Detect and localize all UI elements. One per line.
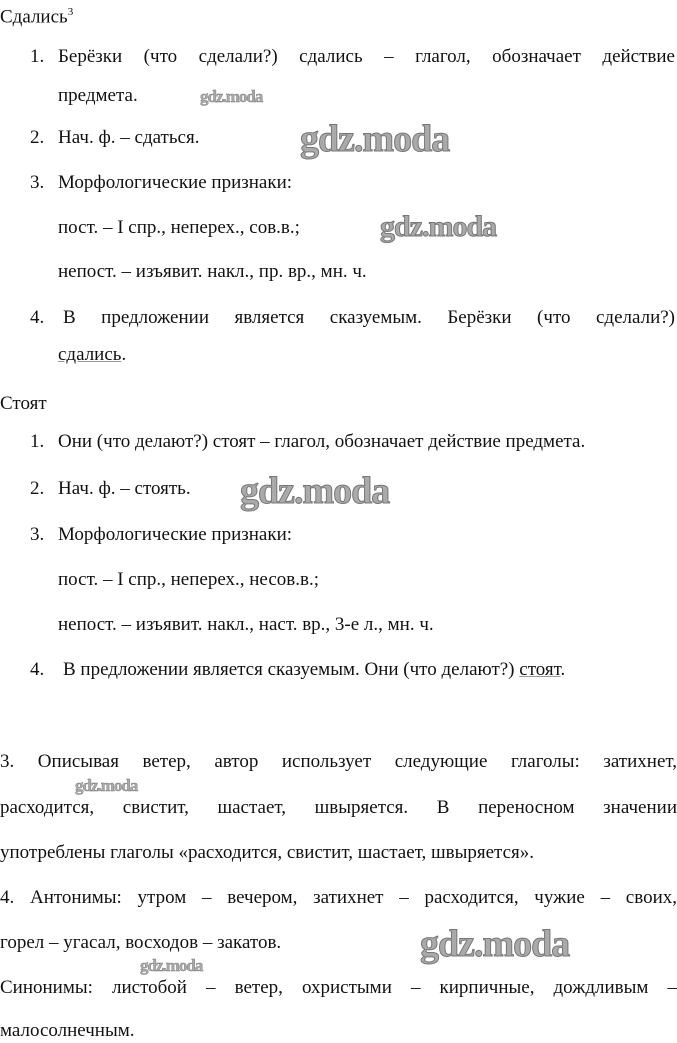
watermark: gdz.moda — [420, 923, 570, 965]
s2-permanent: пост. – I спр., неперех., несов.в.; — [58, 569, 319, 590]
watermark: gdz.moda — [240, 470, 390, 512]
watermark: gdz.moda — [300, 118, 450, 160]
s1-item2: Нач. ф. – сдаться. — [58, 127, 200, 148]
s1-item4-cont: сдались. — [58, 344, 127, 365]
s1-item1-cont: предмета. — [58, 85, 138, 106]
item-number: 1. — [30, 431, 45, 452]
s2-item3: Морфологические признаки: — [58, 524, 293, 545]
item-number: 2. — [30, 127, 45, 148]
task3-line: расходится, свистит, шастает, швыряется. В переносном значении — [0, 797, 677, 818]
item-number: 4. — [30, 659, 45, 680]
watermark: gdz.moda — [380, 210, 497, 243]
s2-item4: В предложении является сказуемым. Они (что делают?) стоят. — [63, 659, 566, 680]
watermark: gdz.moda — [140, 956, 203, 975]
item-number: 3. — [30, 172, 45, 193]
task4-synonyms: Синонимы: листобой – ветер, охристыми – кирпичные, дождливым – — [0, 977, 677, 998]
item-number: 1. — [30, 46, 45, 67]
s1-item4: В предложении является сказуемым. Берёзки (что сделали?) — [63, 307, 675, 328]
item-number: 2. — [30, 478, 45, 499]
s2-nonpermanent: непост. – изъявит. накл., наст. вр., 3-е л., мн. ч. — [58, 614, 434, 635]
item-number: 4. — [30, 307, 45, 328]
task4-antonyms: горел – угасал, восходов – закатов. — [0, 932, 282, 953]
heading-sdalis: Сдались$^3$ — [0, 6, 74, 28]
s2-item2: Нач. ф. – стоять. — [58, 478, 191, 499]
heading-stoyat: Стоят — [0, 393, 47, 414]
item-number: 3. — [30, 524, 45, 545]
watermark: gdz.moda — [200, 87, 263, 106]
s1-item3: Морфологические признаки: — [58, 172, 293, 193]
s1-permanent: пост. – I спр., неперех., сов.в.; — [58, 217, 300, 238]
task3-line: употреблены глаголы «расходится, свистит, шастает, швыряется». — [0, 842, 534, 863]
task3-line: 3. Описывая ветер, автор использует следующие глаголы: затихнет, — [0, 751, 677, 772]
s1-item1: Берёзки (что сделали?) сдались – глагол, обозначает действие — [58, 46, 675, 67]
task4-antonyms: 4. Антонимы: утром – вечером, затихнет – расходится, чужие – своих, — [0, 887, 677, 908]
s2-item1: Они (что делают?) стоят – глагол, обозначает действие предмета. — [58, 431, 586, 452]
watermark: gdz.moda — [75, 776, 138, 795]
s1-nonpermanent: непост. – изъявит. накл., пр. вр., мн. ч. — [58, 261, 367, 282]
task4-synonyms: малосолнечным. — [0, 1020, 135, 1041]
